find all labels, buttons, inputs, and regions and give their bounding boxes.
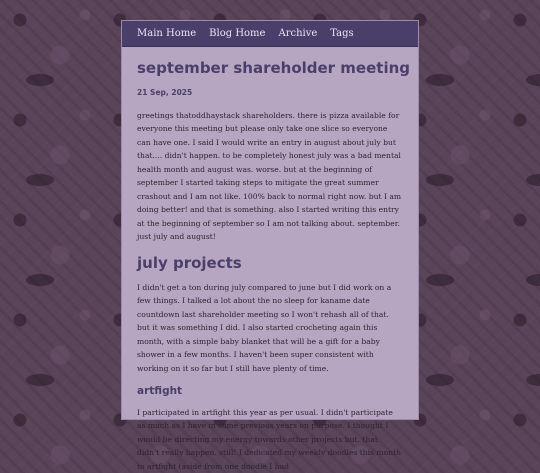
- nav-main-home-link[interactable]: Main Home: [137, 28, 197, 39]
- section-july-projects-paragraph: I didn't get a ton during july compared to june but I did work on a few things. I talked a lot about the no sleep for kaname date countdown last shareholder meeting so I won't rehash all of that. but it was something I did. I also started crocheting again this month, with a simple baby blanket that will be a gift for a baby shower in a few months. I haven't been super consistent with working on it so far but I still have plenty of time.: [137, 282, 392, 373]
- section-heading-artfight: artfight: [137, 385, 183, 397]
- nav-tags-link[interactable]: Tags: [330, 28, 354, 39]
- section-heading-july-projects: july projects: [137, 253, 242, 272]
- post-intro-paragraph: greetings thatoddhaystack shareholders. there is pizza available for everyone this meeting but please only take one slice so everyone can have one. I said I would write an entry in august about july but that.... didn't happen. to be completely honest july was a bad mental health month and august was. worse. but at the beginning of september I started taking steps to mitigate the great summer crashout and I am not like. 100% back to normal right now. but I am doing better! and that is something. also I started writing this entry at the beginning of september so I am not talking about. september. just july and august!: [137, 110, 402, 241]
- nav-blog-home-link[interactable]: Blog Home: [209, 28, 266, 39]
- post-content: [122, 47, 418, 473]
- section-artfight-paragraph: I participated in artfight this year as per usual. I didn't participate as much as I have in some previous years on purpose. I thought I would be directing my energy towards other projects but. that didn't really happen. still! I dedicated my weekly doodles this month to artfight (aside from one doodle I had: [137, 407, 402, 471]
- post-date: 21 Sep, 2025: [137, 87, 193, 97]
- nav-archive-link[interactable]: Archive: [278, 28, 318, 39]
- blog-page: [121, 20, 419, 471]
- top-nav: [122, 21, 418, 47]
- post-title: september shareholder meeting: [137, 59, 411, 77]
